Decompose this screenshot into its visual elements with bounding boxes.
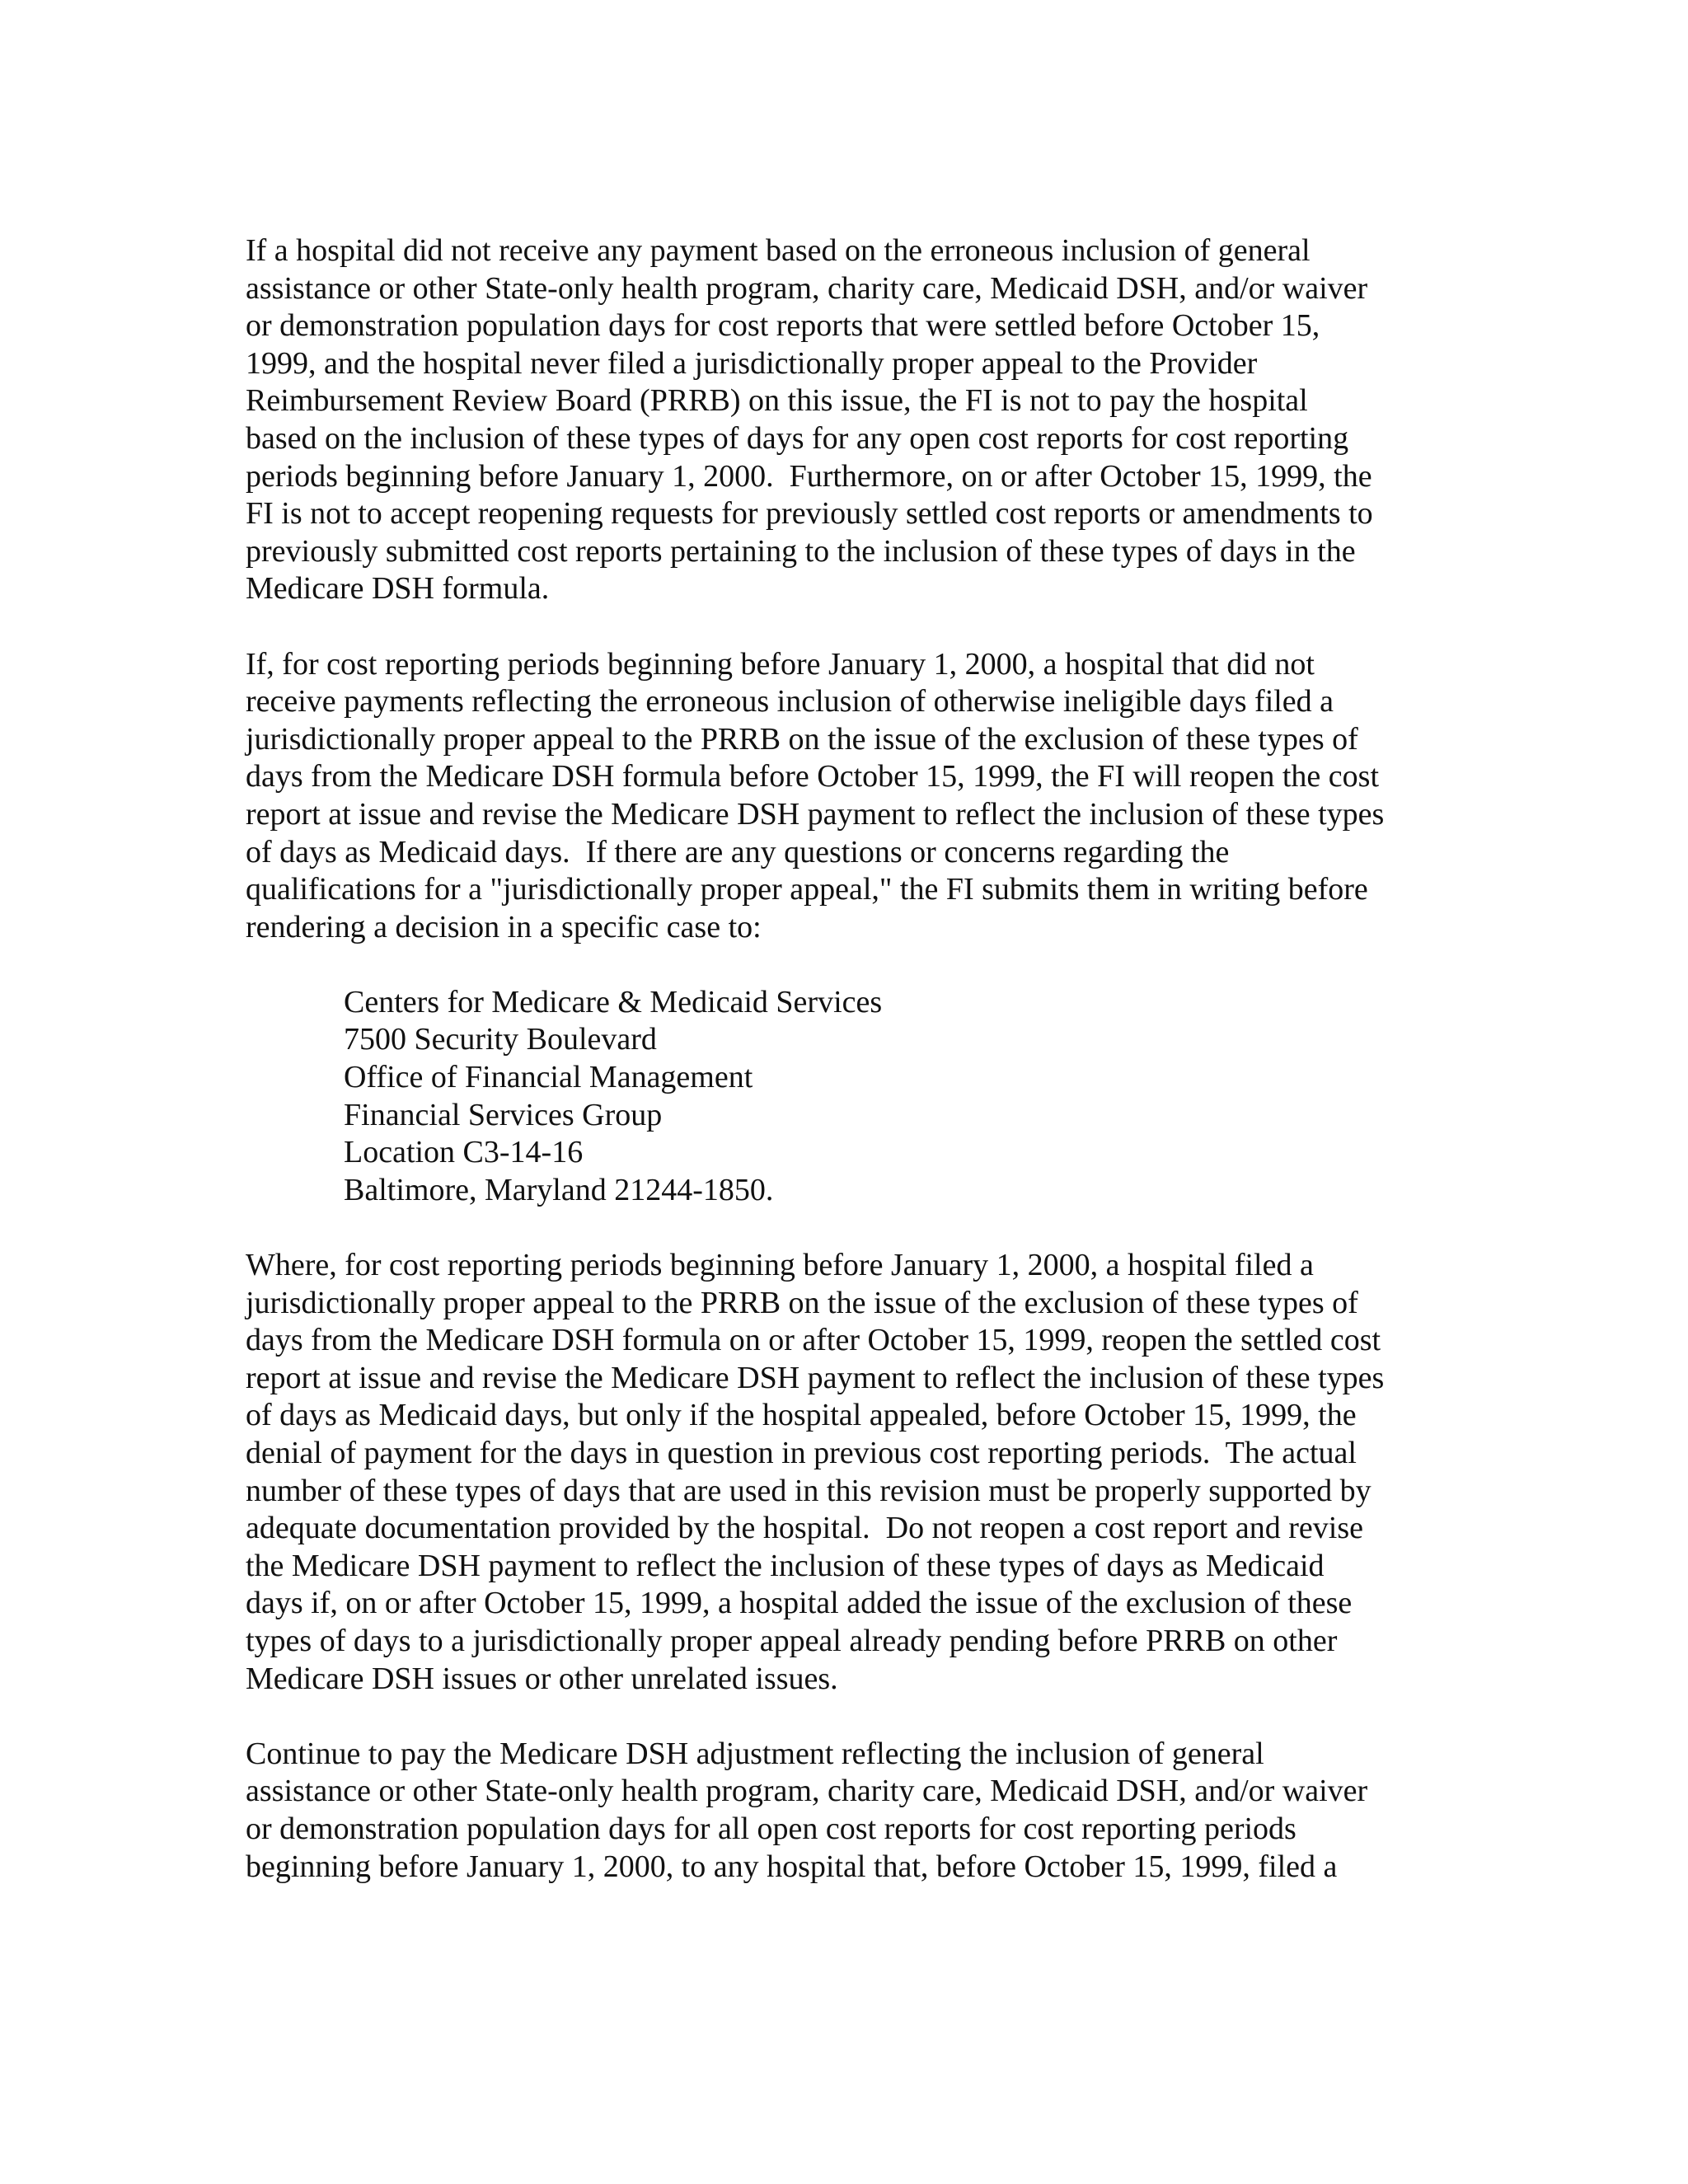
text-line: jurisdictionally proper appeal to the PRRB on the issue of the exclusion of these types of <box>246 1285 1358 1320</box>
text-line: periods beginning before January 1, 2000. Furthermore, on or after October 15, 1999, the <box>246 458 1372 494</box>
address-line: Financial Services Group <box>344 1097 663 1132</box>
text-line: or demonstration population days for all open cost reports for cost reporting periods <box>246 1811 1296 1846</box>
text-line: types of days to a jurisdictionally proper appeal already pending before PRRB on other <box>246 1623 1338 1658</box>
address-line: Office of Financial Management <box>344 1060 753 1095</box>
paragraph-appeal-after-deadline <box>246 1247 1449 1698</box>
address-line: Centers for Medicare & Medicaid Services <box>344 984 883 1019</box>
text-line: number of these types of days that are used in this revision must be properly supported by <box>246 1473 1372 1508</box>
text-line: Reimbursement Review Board (PRRB) on this issue, the FI is not to pay the hospital <box>246 383 1308 419</box>
text-line: beginning before January 1, 2000, to any hospital that, before October 15, 1999, filed a <box>246 1849 1338 1884</box>
text-line: based on the inclusion of these types of days for any open cost reports for cost reporting <box>246 420 1349 456</box>
text-line: assistance or other State-only health program, charity care, Medicaid DSH, and/or waiver <box>246 270 1368 306</box>
mailing-address-block <box>344 984 1449 1210</box>
paragraph-unpaid-hospitals <box>246 232 1449 608</box>
text-line: assistance or other State-only health program, charity care, Medicaid DSH, and/or waiver <box>246 1774 1368 1809</box>
text-line: the Medicare DSH payment to reflect the inclusion of these types of days as Medicaid <box>246 1548 1325 1583</box>
text-line: denial of payment for the days in question in previous cost reporting periods. The actual <box>246 1436 1357 1470</box>
address-line: 7500 Security Boulevard <box>344 1022 657 1057</box>
paragraph-continue-payment <box>246 1736 1449 1886</box>
text-line: If, for cost reporting periods beginning before January 1, 2000, a hospital that did not <box>246 646 1315 682</box>
address-line: Location C3-14-16 <box>344 1135 584 1170</box>
address-line: Baltimore, Maryland 21244-1850. <box>344 1172 774 1207</box>
text-line: adequate documentation provided by the hospital. Do not reopen a cost report and revise <box>246 1511 1363 1546</box>
text-line: days from the Medicare DSH formula on or after October 15, 1999, reopen the settled cost <box>246 1323 1381 1358</box>
text-line: receive payments reflecting the erroneous inclusion of otherwise ineligible days filed a <box>246 684 1334 719</box>
text-line: of days as Medicaid days, but only if the hospital appealed, before October 15, 1999, the <box>246 1398 1357 1433</box>
text-line: days from the Medicare DSH formula before October 15, 1999, the FI will reopen the cost <box>246 759 1379 794</box>
text-line: days if, on or after October 15, 1999, a hospital added the issue of the exclusion of these <box>246 1586 1353 1621</box>
text-line: Medicare DSH issues or other unrelated issues. <box>246 1661 838 1696</box>
text-line: rendering a decision in a specific case to: <box>246 909 762 944</box>
text-line: Continue to pay the Medicare DSH adjustment reflecting the inclusion of general <box>246 1736 1264 1771</box>
text-line: or demonstration population days for cost reports that were settled before October 15, <box>246 308 1320 344</box>
text-line: 1999, and the hospital never filed a jurisdictionally proper appeal to the Provider <box>246 345 1258 381</box>
text-line: Where, for cost reporting periods beginning before January 1, 2000, a hospital filed a <box>246 1248 1314 1283</box>
text-line: If a hospital did not receive any payment based on the erroneous inclusion of general <box>246 233 1311 268</box>
text-line: previously submitted cost reports pertaining to the inclusion of these types of days in the <box>246 533 1356 569</box>
text-line: Medicare DSH formula. <box>246 571 550 607</box>
text-line: report at issue and revise the Medicare DSH payment to reflect the inclusion of these types <box>246 1360 1385 1395</box>
text-line: report at issue and revise the Medicare DSH payment to reflect the inclusion of these types <box>246 796 1385 832</box>
text-line: jurisdictionally proper appeal to the PRRB on the issue of the exclusion of these types of <box>246 721 1358 757</box>
paragraph-appeal-before-deadline <box>246 646 1449 947</box>
document-body <box>246 232 1449 1924</box>
text-line: of days as Medicaid days. If there are any questions or concerns regarding the <box>246 834 1230 869</box>
text-line: FI is not to accept reopening requests for previously settled cost reports or amendments to <box>246 496 1373 532</box>
text-line: qualifications for a "jurisdictionally proper appeal," the FI submits them in writing before <box>246 872 1368 907</box>
